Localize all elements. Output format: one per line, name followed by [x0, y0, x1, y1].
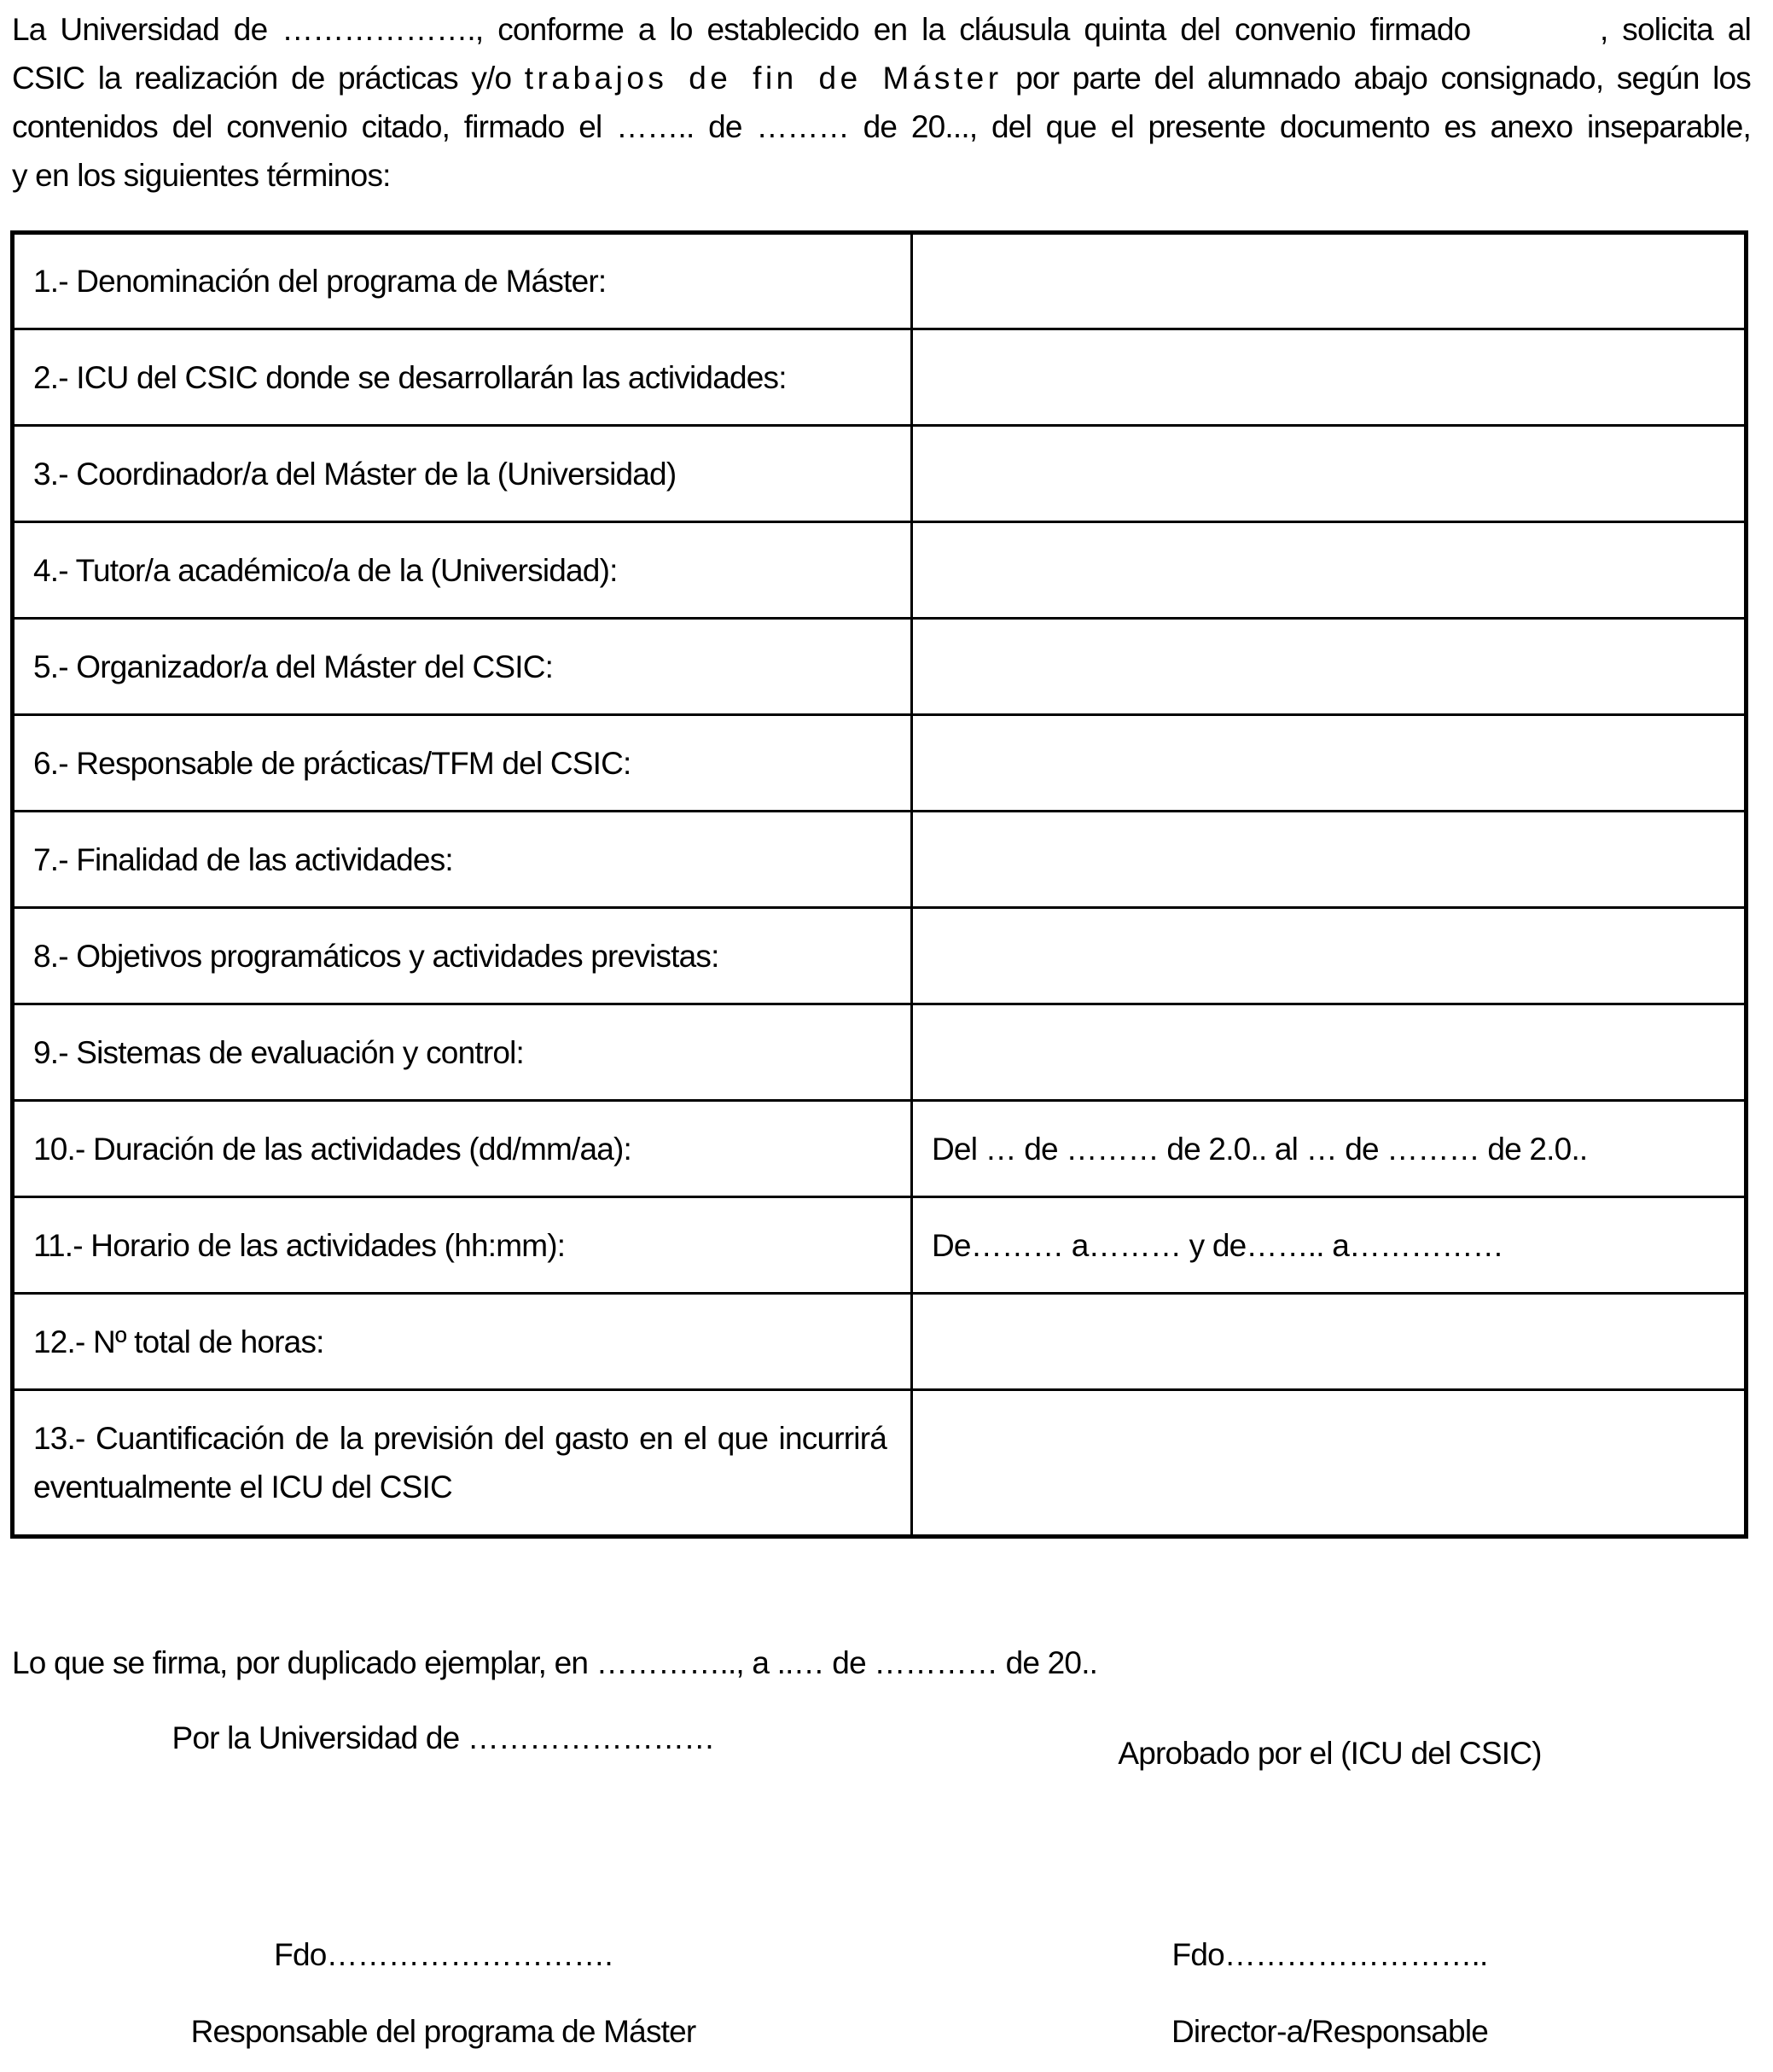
row-label: 6.- Responsable de prácticas/TFM del CSIC: — [13, 715, 912, 812]
row-label: 10.- Duración de las actividades (dd/mm/aa): — [13, 1101, 912, 1197]
table-row — [13, 812, 1747, 908]
table-row — [13, 1101, 1747, 1197]
table-row — [13, 1390, 1747, 1537]
role-university: Responsable del programa de Máster — [190, 2014, 696, 2049]
intro-line-1: La Universidad de ………………., conforme a lo establecido en la cláusula quinta del convenio firmado , solicita al — [12, 12, 1751, 47]
row-label: 4.- Tutor/a académico/a de la (Universidad): — [13, 522, 912, 619]
intro-line-2-pre: CSIC la realización de prácticas y/o — [12, 61, 525, 96]
row-value — [912, 908, 1747, 1004]
table-row — [13, 426, 1747, 522]
signature-parties — [0, 1714, 1773, 1778]
row-value: De……… a……… y de…….. a…………… — [912, 1197, 1747, 1294]
row-value — [912, 426, 1747, 522]
intro-paragraph — [12, 5, 1751, 200]
row-label: 2.- ICU del CSIC donde se desarrollarán las actividades: — [13, 329, 912, 426]
role-csic: Director-a/Responsable — [1171, 2014, 1489, 2049]
row-value — [912, 619, 1747, 715]
table-row — [13, 619, 1747, 715]
signature-role-row — [0, 2007, 1773, 2056]
intro-line-4: y en los siguientes términos: — [12, 158, 391, 193]
intro-line-2 — [12, 54, 1751, 102]
row-value — [912, 233, 1747, 329]
row-label: 13.- Cuantificación de la previsión del gasto en el que incurrirá eventualmente el ICU del CSIC — [13, 1390, 912, 1537]
row-value — [912, 329, 1747, 426]
table-row — [13, 329, 1747, 426]
intro-line-2-spaced: trabajos de fin de Máster — [524, 61, 1003, 96]
row-label: 12.- Nº total de horas: — [13, 1294, 912, 1390]
row-value — [912, 1390, 1747, 1537]
party-csic: Aprobado por el (ICU del CSIC) — [1118, 1736, 1542, 1771]
row-value — [912, 1004, 1747, 1101]
fdo-university: Fdo………………………. — [274, 1937, 613, 1972]
table-row — [13, 1197, 1747, 1294]
master-request-table-body — [13, 233, 1747, 1537]
row-label: 8.- Objetivos programáticos y actividades previstas: — [13, 908, 912, 1004]
row-value — [912, 522, 1747, 619]
master-request-table — [10, 230, 1748, 1539]
row-label: 1.- Denominación del programa de Máster: — [13, 233, 912, 329]
row-value: Del … de ……… de 2.0.. al … de ……… de 2.0.. — [912, 1101, 1747, 1197]
row-value — [912, 812, 1747, 908]
table-row — [13, 1294, 1747, 1390]
table-row — [13, 908, 1747, 1004]
row-value — [912, 715, 1747, 812]
intro-line-2-post: por parte del alumnado abajo consignado, según los — [1002, 61, 1751, 96]
row-label: 9.- Sistemas de evaluación y control: — [13, 1004, 912, 1101]
table-row — [13, 522, 1747, 619]
row-label: 5.- Organizador/a del Máster del CSIC: — [13, 619, 912, 715]
table-row — [13, 233, 1747, 329]
intro-line-3: contenidos del convenio citado, firmado el …….. de ……… de 20..., del que el presente documento es anexo inseparable, — [12, 109, 1751, 144]
fdo-csic: Fdo…………………….. — [1171, 1937, 1488, 1972]
row-label: 11.- Horario de las actividades (hh:mm): — [13, 1197, 912, 1294]
party-university: Por la Universidad de …………………… — [171, 1720, 715, 1755]
signing-statement: Lo que se firma, por duplicado ejemplar, en ………….., a ..… de ………… de 20.. — [12, 1645, 1098, 1680]
signature-fdo-row — [0, 1930, 1773, 1979]
row-label: 7.- Finalidad de las actividades: — [13, 812, 912, 908]
table-row — [13, 715, 1747, 812]
row-value — [912, 1294, 1747, 1390]
table-row — [13, 1004, 1747, 1101]
row-label: 3.- Coordinador/a del Máster de la (Universidad) — [13, 426, 912, 522]
